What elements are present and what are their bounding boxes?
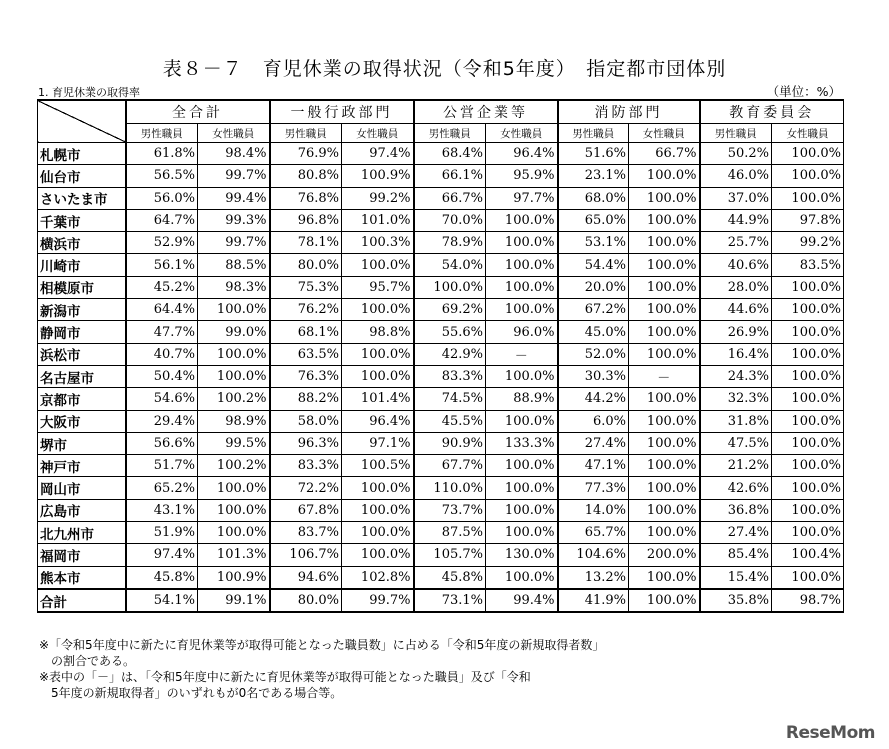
header-male: 男性職員 [414,124,486,143]
male-rate-cell: 50.4% [126,365,198,387]
male-rate-cell: 88.2% [270,388,342,410]
male-rate-cell: 69.2% [414,299,486,321]
footnote-line: 5年度の新規取得者」のいずれもが0名である場合等。 [39,686,343,700]
male-rate-cell: 25.7% [700,232,772,254]
female-rate-cell: 100.0% [486,477,558,499]
male-rate-cell: 45.0% [558,321,629,343]
female-rate-cell: 100.0% [629,165,700,187]
male-rate-cell: 53.1% [558,232,629,254]
table-row [38,232,844,254]
male-rate-cell: 83.3% [270,455,342,477]
male-rate-cell: 37.0% [700,187,772,209]
male-rate-cell: 40.7% [126,343,198,365]
male-rate-cell: 44.6% [700,299,772,321]
female-rate-cell: 100.0% [772,499,844,521]
male-rate-cell: 61.8% [126,143,198,165]
footnote-line: ※「令和5年度中に新たに育児休業等が取得可能となった職員数」に占める「令和5年度の新規取得者数」 [39,638,605,652]
table-row [38,455,844,477]
female-rate-cell: 100.0% [629,232,700,254]
male-rate-cell: 45.8% [126,566,198,589]
footnote-line: の割合である。 [39,654,136,668]
male-rate-cell: 52.0% [558,343,629,365]
female-rate-cell: 100.0% [629,388,700,410]
footnote-line: ※表中の「－」は、「令和5年度中に新たに育児休業等が取得可能となった職員」及び「令和 [39,670,531,684]
male-rate-cell: 67.7% [414,455,486,477]
female-rate-cell: 100.0% [772,455,844,477]
female-rate-cell: 88.5% [198,254,270,276]
footnotes [39,637,604,701]
female-rate-cell: 99.7% [198,165,270,187]
female-rate-cell: 99.0% [198,321,270,343]
female-rate-cell: 100.0% [629,209,700,231]
male-rate-cell: 21.2% [700,455,772,477]
female-rate-cell: 97.8% [772,209,844,231]
female-rate-cell: 100.0% [486,276,558,298]
female-rate-cell: 100.0% [198,343,270,365]
unit-label: （単位：%） [766,84,841,99]
female-rate-cell: 95.7% [342,276,414,298]
female-rate-cell: 100.0% [486,499,558,521]
table-total-row [38,589,844,612]
header-female: 女性職員 [198,124,270,143]
male-rate-cell: 83.7% [270,522,342,544]
female-rate-cell: 200.0% [629,544,700,566]
city-name: 千葉市 [38,209,126,231]
male-rate-cell: 96.3% [270,432,342,454]
male-rate-cell: 51.9% [126,522,198,544]
male-rate-cell: 73.1% [414,589,486,612]
city-name: 静岡市 [38,321,126,343]
male-rate-cell: 64.7% [126,209,198,231]
female-rate-cell: 95.9% [486,165,558,187]
male-rate-cell: 56.5% [126,165,198,187]
female-rate-cell: 101.0% [342,209,414,231]
female-rate-cell: 100.0% [772,410,844,432]
female-rate-cell: 100.0% [486,232,558,254]
male-rate-cell: 94.6% [270,566,342,589]
male-rate-cell: 72.2% [270,477,342,499]
female-rate-cell: 100.0% [772,299,844,321]
header-corner [38,100,126,143]
city-name: 仙台市 [38,165,126,187]
male-rate-cell: 20.0% [558,276,629,298]
male-rate-cell: 47.7% [126,321,198,343]
female-rate-cell: 100.0% [486,254,558,276]
female-rate-cell: 100.0% [629,589,700,612]
female-rate-cell: 100.0% [629,432,700,454]
female-rate-cell: 97.4% [342,143,414,165]
table-row [38,321,844,343]
female-rate-cell: 100.0% [772,365,844,387]
male-rate-cell: 35.8% [700,589,772,612]
table-body [38,143,844,613]
male-rate-cell: 66.1% [414,165,486,187]
male-rate-cell: 23.1% [558,165,629,187]
male-rate-cell: 105.7% [414,544,486,566]
female-rate-cell: 100.0% [772,343,844,365]
table-row [38,254,844,276]
female-rate-cell: 100.0% [772,165,844,187]
female-rate-cell: 99.5% [198,432,270,454]
male-rate-cell: 67.8% [270,499,342,521]
male-rate-cell: 14.0% [558,499,629,521]
header-group-total: 全合計 [126,100,270,124]
city-name: 新潟市 [38,299,126,321]
childcare-leave-table [37,99,844,613]
male-rate-cell: 45.2% [126,276,198,298]
female-rate-cell: 98.3% [198,276,270,298]
female-rate-cell: 100.3% [342,232,414,254]
female-rate-cell: 100.0% [198,522,270,544]
female-rate-cell: 100.0% [629,477,700,499]
male-rate-cell: 110.0% [414,477,486,499]
female-rate-cell: 83.5% [772,254,844,276]
header-male: 男性職員 [558,124,629,143]
male-rate-cell: 68.0% [558,187,629,209]
male-rate-cell: 80.0% [270,589,342,612]
header-female: 女性職員 [342,124,414,143]
female-rate-cell: 100.0% [772,432,844,454]
male-rate-cell: 78.1% [270,232,342,254]
female-rate-cell: 100.0% [198,299,270,321]
table-row [38,165,844,187]
female-rate-cell: 98.9% [198,410,270,432]
city-name: 札幌市 [38,143,126,165]
city-name: 浜松市 [38,343,126,365]
male-rate-cell: 74.5% [414,388,486,410]
male-rate-cell: 76.2% [270,299,342,321]
female-rate-cell: 100.0% [342,499,414,521]
female-rate-cell: 100.4% [772,544,844,566]
city-name: 京都市 [38,388,126,410]
male-rate-cell: 30.3% [558,365,629,387]
table-row [38,522,844,544]
female-rate-cell: 100.0% [629,566,700,589]
male-rate-cell: 32.3% [700,388,772,410]
male-rate-cell: 100.0% [414,276,486,298]
male-rate-cell: 24.3% [700,365,772,387]
male-rate-cell: 56.0% [126,187,198,209]
male-rate-cell: 68.1% [270,321,342,343]
female-rate-cell: 100.0% [342,544,414,566]
male-rate-cell: 73.7% [414,499,486,521]
female-rate-cell: 100.0% [342,365,414,387]
female-rate-cell: 100.0% [629,321,700,343]
table-row [38,187,844,209]
female-rate-cell: 100.0% [629,522,700,544]
female-rate-cell: 100.0% [772,143,844,165]
female-rate-cell: 100.0% [772,388,844,410]
table-row [38,299,844,321]
female-rate-cell: 96.4% [486,143,558,165]
table-row [38,566,844,589]
male-rate-cell: 54.6% [126,388,198,410]
male-rate-cell: 65.2% [126,477,198,499]
male-rate-cell: 56.6% [126,432,198,454]
male-rate-cell: 104.6% [558,544,629,566]
male-rate-cell: 16.4% [700,343,772,365]
table-subtitle: 1. 育児休業の取得率 [38,86,140,99]
male-rate-cell: 63.5% [270,343,342,365]
female-rate-cell: 100.0% [342,299,414,321]
female-rate-cell: 100.9% [198,566,270,589]
female-rate-cell: 100.0% [629,410,700,432]
city-name: 熊本市 [38,566,126,589]
city-name: 福岡市 [38,544,126,566]
male-rate-cell: 70.0% [414,209,486,231]
female-rate-cell: 97.1% [342,432,414,454]
male-rate-cell: 106.7% [270,544,342,566]
male-rate-cell: 15.4% [700,566,772,589]
male-rate-cell: 90.9% [414,432,486,454]
male-rate-cell: 83.3% [414,365,486,387]
female-rate-cell: 100.0% [342,477,414,499]
table-row [38,143,844,165]
male-rate-cell: 65.7% [558,522,629,544]
female-rate-cell: 100.0% [342,343,414,365]
city-name: 相模原市 [38,276,126,298]
female-rate-cell: 96.0% [486,321,558,343]
female-rate-cell: 100.5% [342,455,414,477]
header-male: 男性職員 [126,124,198,143]
table-row [38,499,844,521]
city-name: 合計 [38,589,126,612]
table-row [38,388,844,410]
male-rate-cell: 47.5% [700,432,772,454]
female-rate-cell: 101.4% [342,388,414,410]
male-rate-cell: 76.9% [270,143,342,165]
female-rate-cell: 100.2% [198,455,270,477]
male-rate-cell: 13.2% [558,566,629,589]
male-rate-cell: 66.7% [414,187,486,209]
female-rate-cell: 100.0% [772,321,844,343]
male-rate-cell: 50.2% [700,143,772,165]
female-rate-cell: 88.9% [486,388,558,410]
page-title: 表８－７ 育児休業の取得状況（令和5年度） 指定都市団体別 [162,58,727,80]
male-rate-cell: 44.2% [558,388,629,410]
female-rate-cell: 100.0% [629,499,700,521]
table-row [38,410,844,432]
female-rate-cell: 101.3% [198,544,270,566]
city-name: 名古屋市 [38,365,126,387]
male-rate-cell: 97.4% [126,544,198,566]
male-rate-cell: 68.4% [414,143,486,165]
city-name: 川崎市 [38,254,126,276]
male-rate-cell: 42.9% [414,343,486,365]
female-rate-cell: 96.4% [342,410,414,432]
female-rate-cell: 99.1% [198,589,270,612]
female-rate-cell: 100.0% [772,477,844,499]
male-rate-cell: 54.0% [414,254,486,276]
header-group-fire-dept: 消防部門 [558,100,700,124]
female-rate-cell: 99.7% [198,232,270,254]
female-rate-cell: 100.2% [198,388,270,410]
male-rate-cell: 36.8% [700,499,772,521]
male-rate-cell: 77.3% [558,477,629,499]
female-rate-cell: 130.0% [486,544,558,566]
table-row [38,276,844,298]
female-rate-cell: 100.0% [629,343,700,365]
male-rate-cell: 85.4% [700,544,772,566]
male-rate-cell: 76.3% [270,365,342,387]
male-rate-cell: 40.6% [700,254,772,276]
header-male: 男性職員 [270,124,342,143]
male-rate-cell: 6.0% [558,410,629,432]
header-group-education-board: 教育委員会 [700,100,844,124]
male-rate-cell: 31.8% [700,410,772,432]
male-rate-cell: 52.9% [126,232,198,254]
female-rate-cell: 100.0% [486,299,558,321]
female-rate-cell: 99.2% [342,187,414,209]
male-rate-cell: 54.1% [126,589,198,612]
male-rate-cell: 58.0% [270,410,342,432]
header-group-public-enterprise: 公営企業等 [414,100,558,124]
male-rate-cell: 28.0% [700,276,772,298]
male-rate-cell: 45.5% [414,410,486,432]
male-rate-cell: 54.4% [558,254,629,276]
city-name: 北九州市 [38,522,126,544]
header-sub-row [38,124,844,143]
male-rate-cell: 26.9% [700,321,772,343]
female-rate-cell: 100.0% [198,499,270,521]
male-rate-cell: 29.4% [126,410,198,432]
female-rate-cell: 100.0% [198,477,270,499]
header-group-general-admin: 一般行政部門 [270,100,414,124]
female-rate-cell: 100.0% [772,566,844,589]
male-rate-cell: 43.1% [126,499,198,521]
male-rate-cell: 46.0% [700,165,772,187]
city-name: 広島市 [38,499,126,521]
female-rate-cell: 100.0% [629,276,700,298]
male-rate-cell: 44.9% [700,209,772,231]
male-rate-cell: 42.6% [700,477,772,499]
table-row [38,432,844,454]
male-rate-cell: 76.8% [270,187,342,209]
female-rate-cell: 99.3% [198,209,270,231]
header-female: 女性職員 [629,124,700,143]
male-rate-cell: 45.8% [414,566,486,589]
female-rate-cell: 102.8% [342,566,414,589]
female-rate-cell: 100.0% [342,522,414,544]
male-rate-cell: 65.0% [558,209,629,231]
table-row [38,209,844,231]
female-rate-cell: 99.4% [198,187,270,209]
female-rate-cell: 97.7% [486,187,558,209]
female-rate-cell: － [629,365,700,387]
header-male: 男性職員 [700,124,772,143]
city-name: 大阪市 [38,410,126,432]
female-rate-cell: 100.0% [342,254,414,276]
male-rate-cell: 51.6% [558,143,629,165]
header-female: 女性職員 [772,124,844,143]
male-rate-cell: 51.7% [126,455,198,477]
male-rate-cell: 67.2% [558,299,629,321]
female-rate-cell: 98.8% [342,321,414,343]
female-rate-cell: 100.0% [486,566,558,589]
male-rate-cell: 27.4% [700,522,772,544]
female-rate-cell: 100.0% [486,365,558,387]
female-rate-cell: 98.7% [772,589,844,612]
table-row [38,477,844,499]
female-rate-cell: 100.0% [486,410,558,432]
male-rate-cell: 56.1% [126,254,198,276]
female-rate-cell: － [486,343,558,365]
table-row [38,343,844,365]
city-name: 岡山市 [38,477,126,499]
table-row [38,365,844,387]
male-rate-cell: 41.9% [558,589,629,612]
male-rate-cell: 75.3% [270,276,342,298]
female-rate-cell: 98.4% [198,143,270,165]
male-rate-cell: 27.4% [558,432,629,454]
male-rate-cell: 80.8% [270,165,342,187]
city-name: 神戸市 [38,455,126,477]
male-rate-cell: 96.8% [270,209,342,231]
female-rate-cell: 100.0% [772,187,844,209]
header-female: 女性職員 [486,124,558,143]
female-rate-cell: 133.3% [486,432,558,454]
female-rate-cell: 66.7% [629,143,700,165]
male-rate-cell: 47.1% [558,455,629,477]
female-rate-cell: 100.0% [629,299,700,321]
resemom-logo: ReseMom [785,723,875,743]
male-rate-cell: 87.5% [414,522,486,544]
table-row [38,544,844,566]
female-rate-cell: 99.2% [772,232,844,254]
female-rate-cell: 100.0% [198,365,270,387]
male-rate-cell: 78.9% [414,232,486,254]
female-rate-cell: 100.0% [629,254,700,276]
female-rate-cell: 100.0% [629,455,700,477]
city-name: さいたま市 [38,187,126,209]
female-rate-cell: 100.9% [342,165,414,187]
header-group-row [38,100,844,124]
female-rate-cell: 100.0% [772,522,844,544]
city-name: 堺市 [38,432,126,454]
female-rate-cell: 99.4% [486,589,558,612]
male-rate-cell: 80.0% [270,254,342,276]
male-rate-cell: 55.6% [414,321,486,343]
female-rate-cell: 100.0% [486,209,558,231]
female-rate-cell: 100.0% [772,276,844,298]
female-rate-cell: 99.7% [342,589,414,612]
city-name: 横浜市 [38,232,126,254]
female-rate-cell: 100.0% [486,522,558,544]
female-rate-cell: 100.0% [486,455,558,477]
female-rate-cell: 100.0% [629,187,700,209]
male-rate-cell: 64.4% [126,299,198,321]
